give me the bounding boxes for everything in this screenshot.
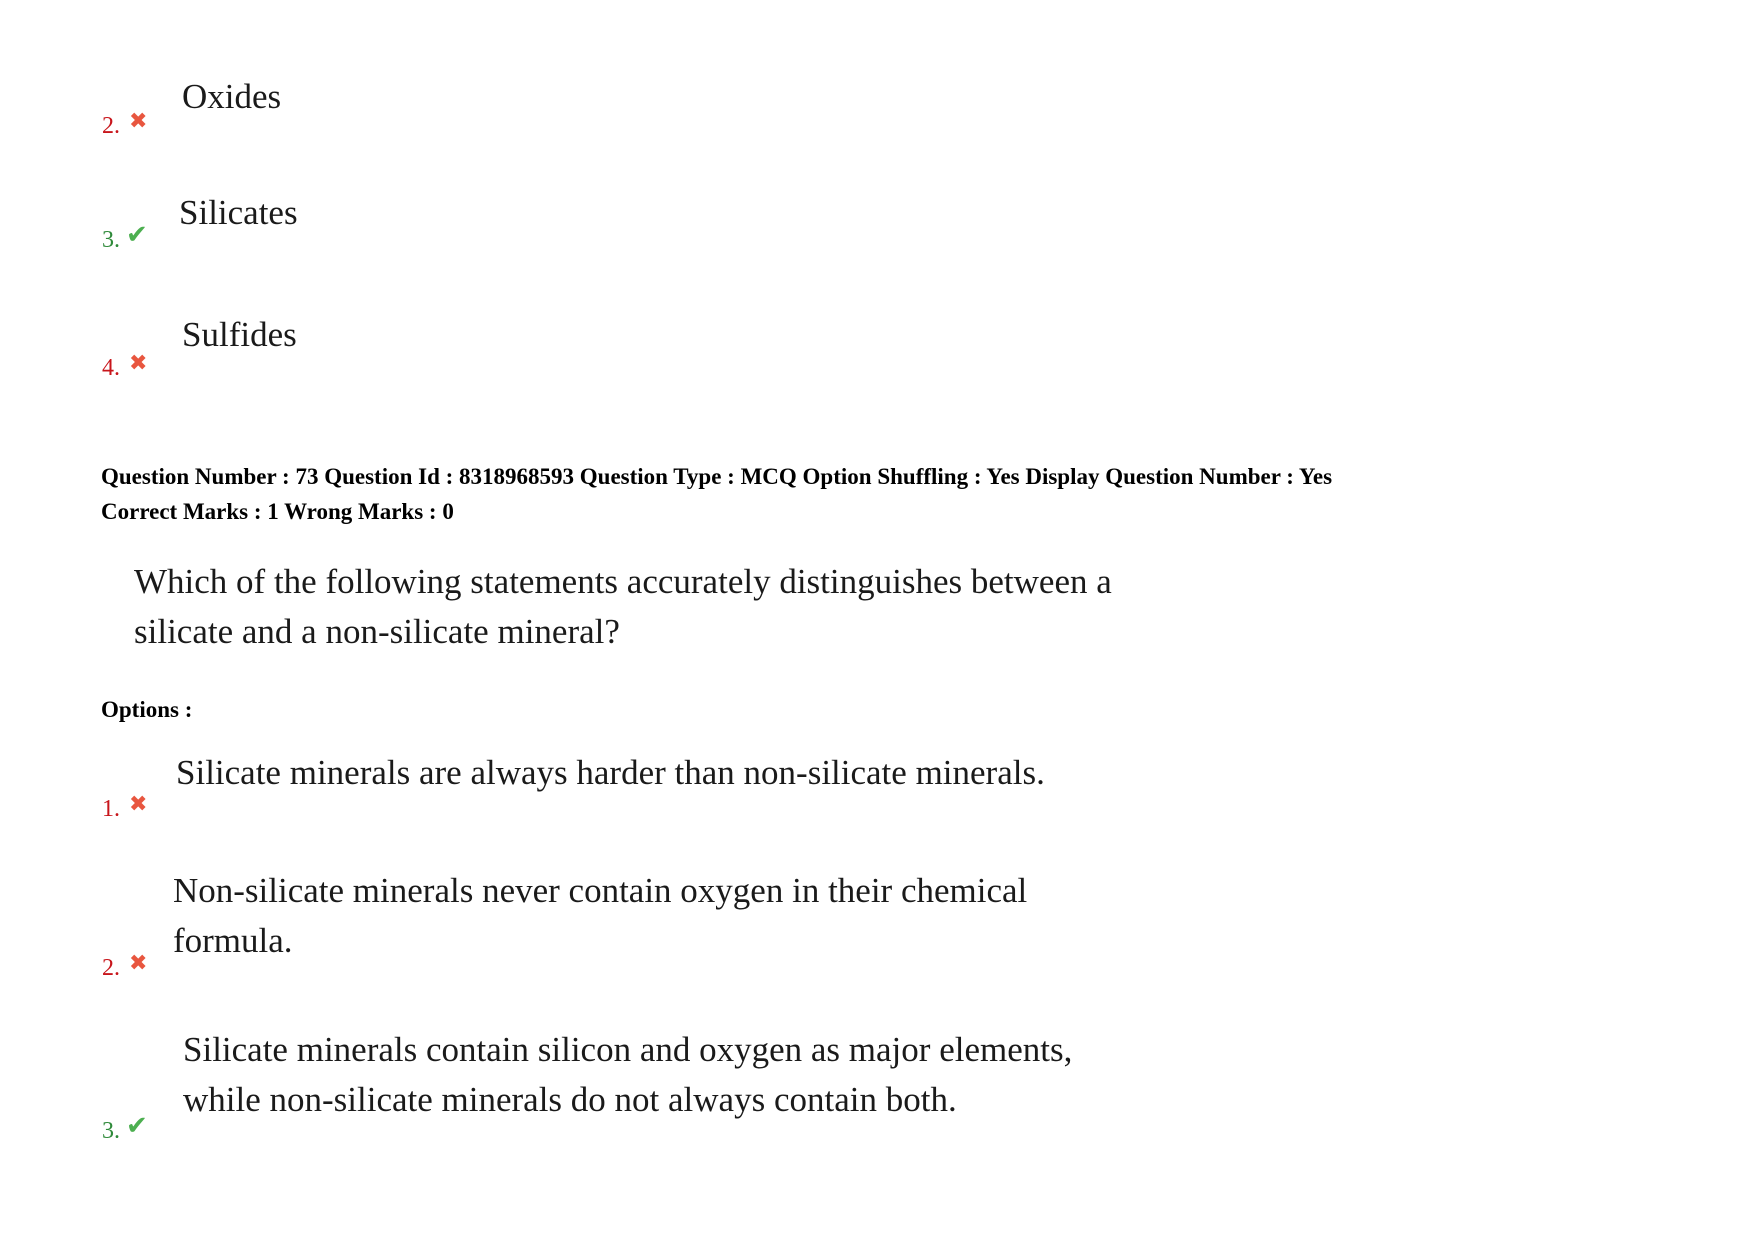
option-number: 3.	[102, 1118, 120, 1144]
option-text-line-1: Silicate minerals contain silicon and oxygen as major elements,	[183, 1030, 1073, 1069]
option-number: 3.	[102, 227, 120, 253]
option-number: 2.	[102, 113, 120, 139]
option-text: Silicates	[179, 193, 298, 232]
cross-icon: ✖	[129, 792, 148, 817]
check-icon: ✔	[126, 1111, 148, 1141]
option-number: 1.	[102, 796, 120, 822]
question-meta-line-2: Correct Marks : 1 Wrong Marks : 0	[101, 499, 454, 524]
option-text-line-2: while non-silicate minerals do not always contain both.	[183, 1080, 957, 1119]
cross-icon: ✖	[129, 351, 148, 376]
option-text: Sulfides	[182, 315, 297, 354]
option-text: Oxides	[182, 77, 282, 116]
check-icon: ✔	[126, 220, 148, 250]
option-number: 4.	[102, 355, 120, 381]
cross-icon: ✖	[129, 951, 148, 976]
options-label: Options :	[101, 697, 193, 722]
question-text-line-2: silicate and a non-silicate mineral?	[134, 612, 620, 651]
question-meta-line-1: Question Number : 73 Question Id : 8318968593 Question Type : MCQ Option Shuffling : Yes Display Question Number : Yes	[101, 464, 1333, 489]
cross-icon: ✖	[129, 109, 148, 134]
option-text-line-2: formula.	[173, 921, 293, 960]
question-text-line-1: Which of the following statements accurately distinguishes between a	[134, 562, 1112, 601]
option-text: Silicate minerals are always harder than non-silicate minerals.	[176, 753, 1045, 792]
option-number: 2.	[102, 955, 120, 981]
option-text-line-1: Non-silicate minerals never contain oxygen in their chemical	[173, 871, 1028, 910]
